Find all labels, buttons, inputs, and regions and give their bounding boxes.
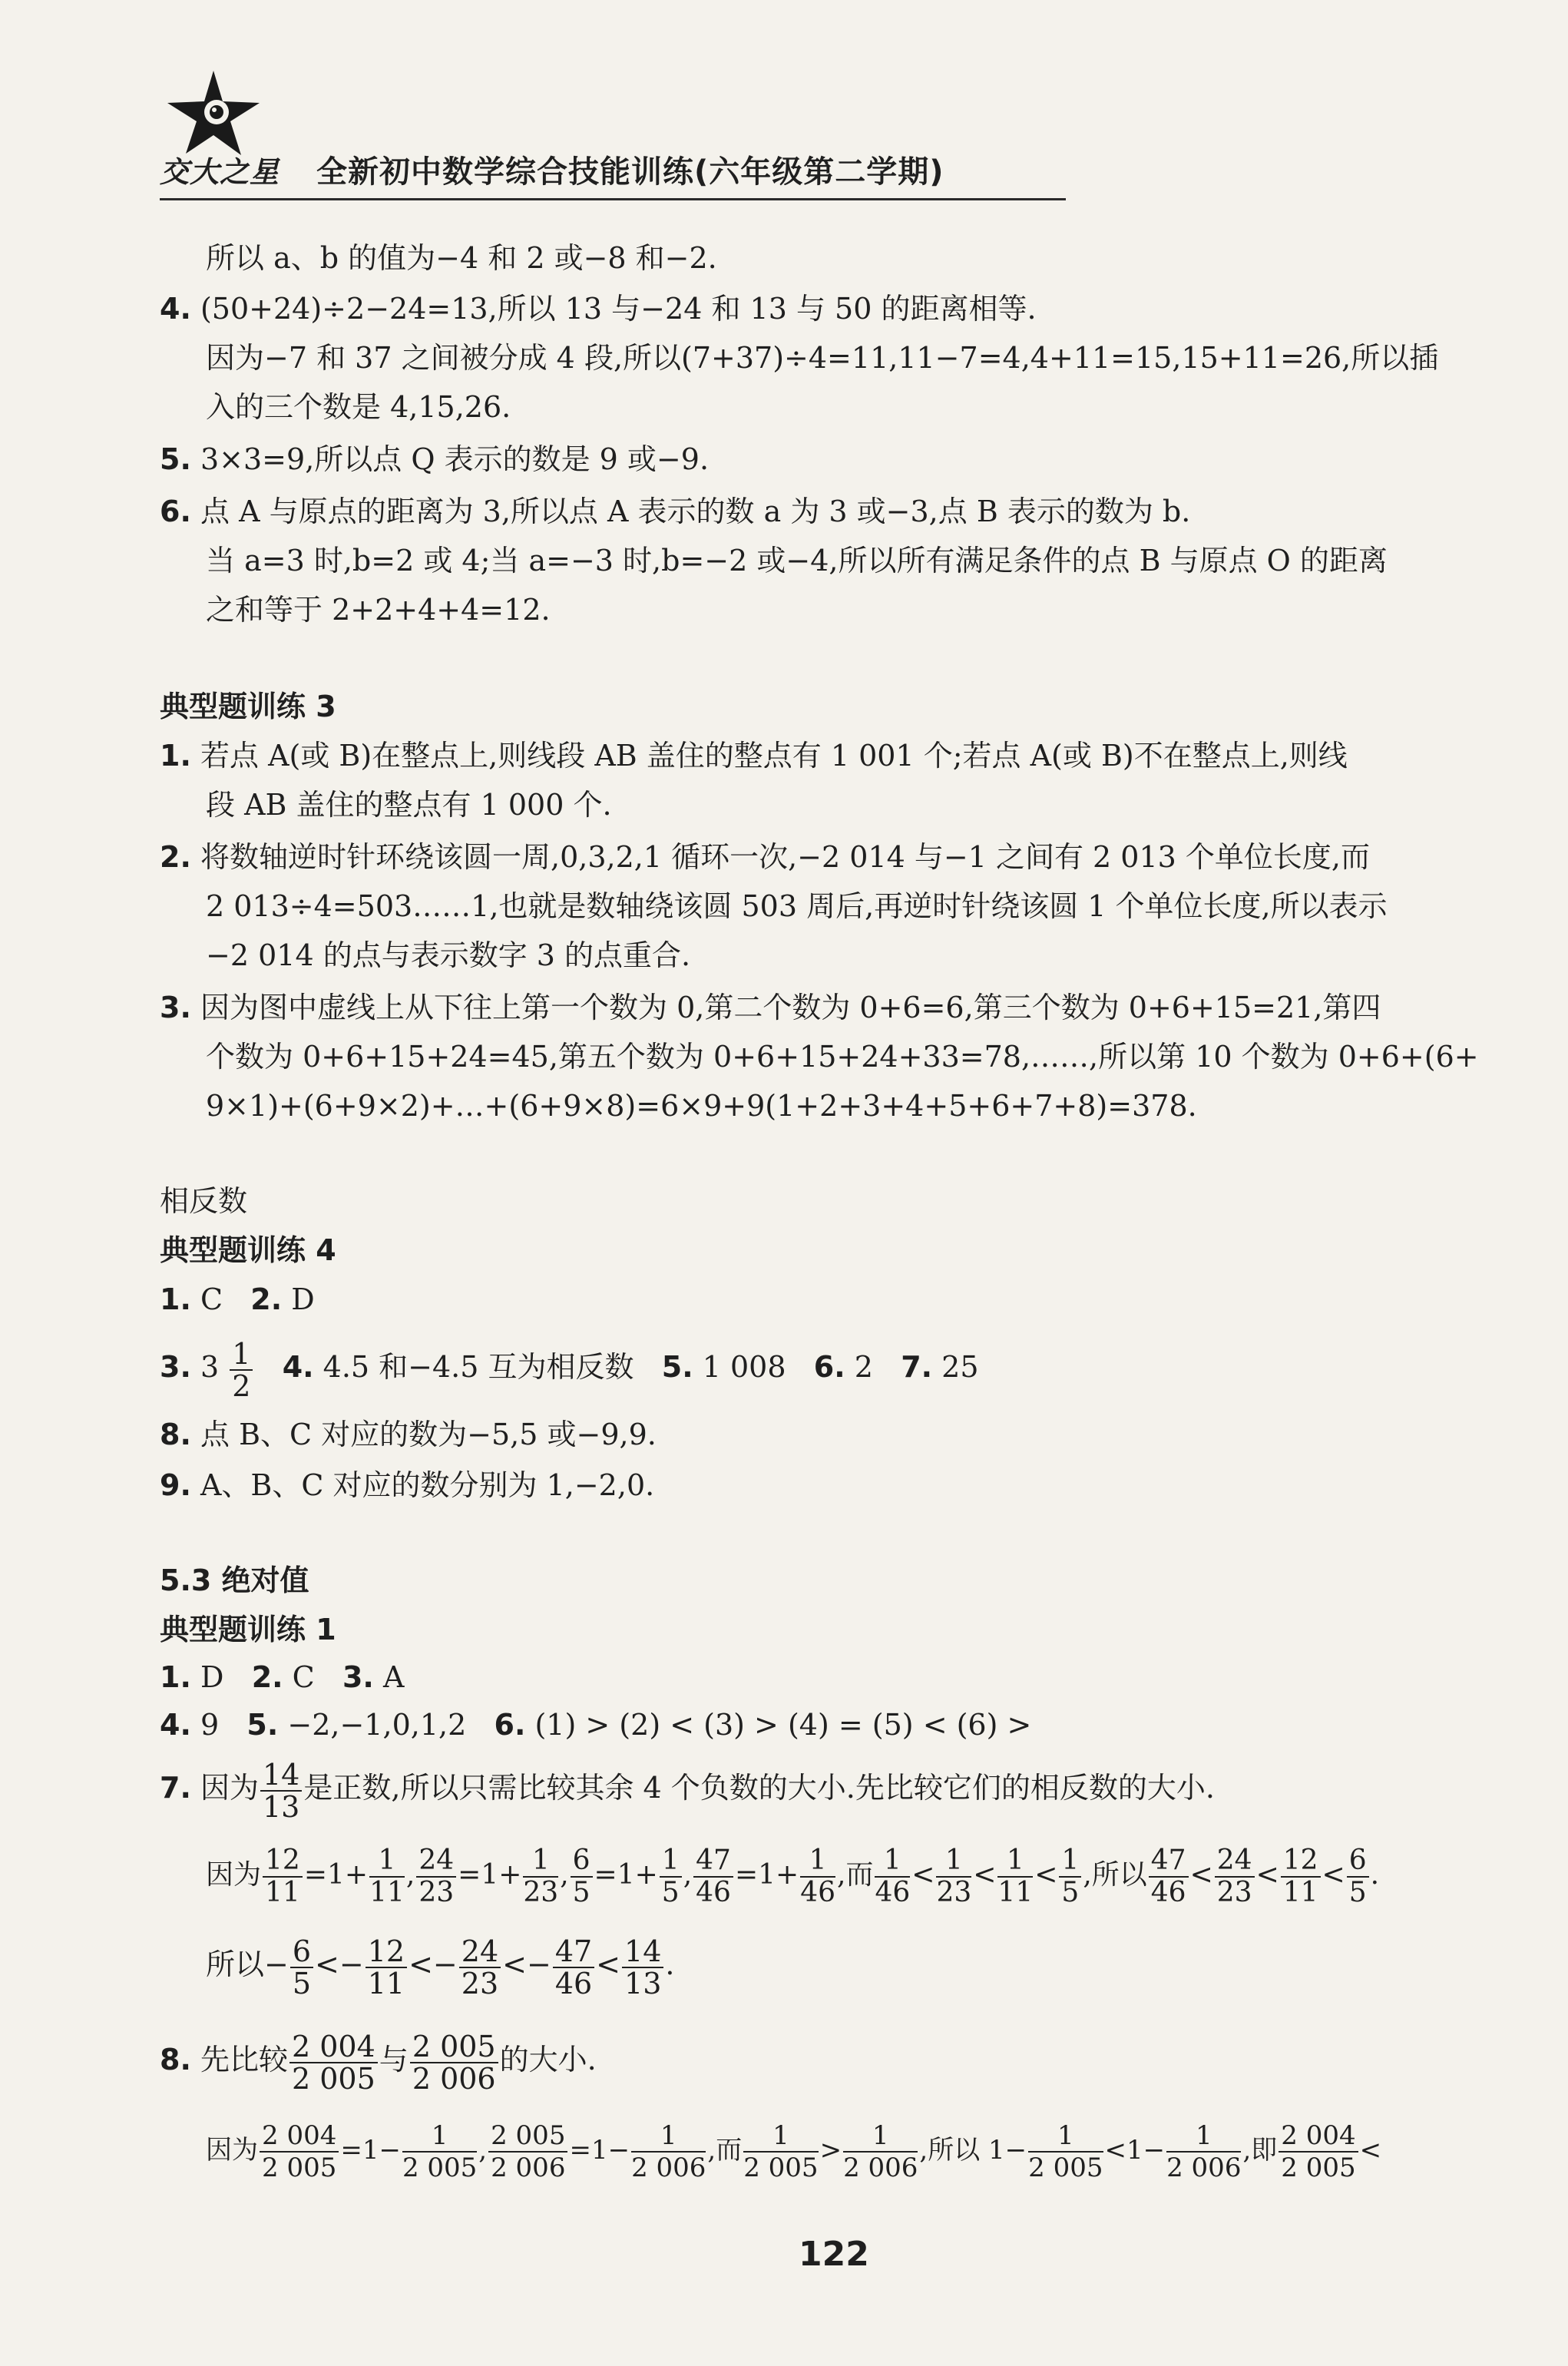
answer: −2,−1,0,1,2 xyxy=(278,1708,467,1742)
text: ,所以 xyxy=(1083,1859,1147,1891)
question-number: 7. xyxy=(160,1771,191,1805)
answer: D xyxy=(190,1660,224,1694)
question-number: 5. xyxy=(160,442,191,476)
numerator: 1 xyxy=(800,1845,835,1878)
text-line: 若点 A(或 B)在整点上,则线段 AB 盖住的整点有 1 001 个;若点 A(或 B)不在整点上,则线 xyxy=(200,739,1348,773)
header-divider xyxy=(160,198,1066,200)
question-number: 8. xyxy=(160,2043,191,2076)
text-line: (50+24)÷2−24=13,所以 13 与−24 和 13 与 50 的距离相等. xyxy=(200,292,1037,326)
denominator: 2 005 xyxy=(1028,2153,1103,2183)
text-line xyxy=(206,1932,674,1999)
denominator: 11 xyxy=(1282,1877,1318,1908)
numerator: 1 xyxy=(631,2120,706,2153)
text: 因为 xyxy=(200,1771,259,1805)
numerator: 12 xyxy=(1281,1845,1321,1878)
denominator: 5 xyxy=(572,1877,590,1908)
question-number: 1. xyxy=(160,1660,191,1694)
fraction xyxy=(843,2120,918,2183)
text-line: 2 013÷4=503……1,也就是数轴绕该圆 503 周后,再逆时针绕该圆 1 个单位长度,所以表示 xyxy=(206,889,1388,923)
fraction xyxy=(1149,1845,1189,1908)
text: ,所以 1− xyxy=(919,2135,1027,2166)
question-number: 1. xyxy=(160,1282,191,1316)
question-6 xyxy=(160,493,1190,530)
answer: 1 008 xyxy=(693,1350,786,1384)
text: , xyxy=(560,1859,569,1891)
fraction xyxy=(553,1936,594,1999)
question-4 xyxy=(160,290,1037,327)
numerator: 1 xyxy=(997,1845,1033,1878)
question-1 xyxy=(160,737,1348,774)
text-line: 所以 a、b 的值为−4 和 2 或−8 和−2. xyxy=(206,241,717,275)
question-number: 6. xyxy=(160,495,191,528)
text: . xyxy=(665,1947,675,1981)
numerator: 14 xyxy=(260,1759,302,1792)
text-line xyxy=(206,2118,1381,2183)
denominator: 2 006 xyxy=(412,2061,496,2096)
book-title: 全新初中数学综合技能训练(六年级第二学期) xyxy=(316,154,944,190)
text: < xyxy=(1189,1859,1213,1891)
numerator: 2 004 xyxy=(289,2031,378,2063)
answer-row xyxy=(160,1335,979,1401)
fraction xyxy=(410,2031,498,2094)
question-number: 3. xyxy=(160,1350,191,1384)
fraction xyxy=(1059,1845,1081,1908)
section-heading: 典型题训练 4 xyxy=(160,1233,336,1267)
denominator: 2 005 xyxy=(743,2153,819,2183)
question-number: 7. xyxy=(901,1350,933,1384)
text: < xyxy=(911,1859,935,1891)
answer: 3 xyxy=(190,1350,220,1384)
fraction xyxy=(1281,1845,1321,1908)
numerator: 6 xyxy=(571,1845,593,1878)
text: < xyxy=(1255,1859,1279,1891)
answer-row xyxy=(160,1281,315,1318)
denominator: 46 xyxy=(554,1966,593,2000)
question-number: 9. xyxy=(160,1468,191,1502)
fraction xyxy=(1166,2120,1241,2183)
denominator: 11 xyxy=(265,1877,300,1908)
fraction xyxy=(875,1845,910,1908)
question-3 xyxy=(160,989,1381,1026)
text: < xyxy=(596,1947,621,1981)
answer: 2 xyxy=(845,1350,873,1384)
numerator: 12 xyxy=(263,1845,303,1878)
text: < xyxy=(1034,1859,1058,1891)
denominator: 5 xyxy=(1061,1877,1080,1908)
question-number: 3. xyxy=(160,991,191,1024)
fraction xyxy=(260,2120,339,2183)
answer: A xyxy=(373,1660,405,1694)
fraction xyxy=(366,1936,407,1999)
fraction xyxy=(488,2120,567,2183)
denominator: 2 006 xyxy=(631,2153,706,2183)
denominator: 2 006 xyxy=(843,2153,918,2183)
denominator: 2 005 xyxy=(402,2153,478,2183)
text: =1− xyxy=(340,2135,401,2166)
text-line: A、B、C 对应的数分别为 1,−2,0. xyxy=(200,1468,655,1502)
question-number: 4. xyxy=(282,1350,314,1384)
text: < xyxy=(1322,1859,1345,1891)
denominator: 13 xyxy=(624,1966,662,2000)
answer: D xyxy=(282,1282,315,1316)
fraction xyxy=(693,1845,733,1908)
text: 因为 xyxy=(206,2135,258,2166)
numerator: 47 xyxy=(553,1936,594,1968)
fraction xyxy=(1279,2120,1358,2183)
fraction xyxy=(263,1845,303,1908)
text-line: 将数轴逆时针环绕该圆一周,0,3,2,1 循环一次,−2 014 与−1 之间有 2 013 个单位长度,而 xyxy=(200,840,1370,874)
numerator: 14 xyxy=(622,1936,663,1968)
denominator: 11 xyxy=(367,1966,405,2000)
numerator: 1 xyxy=(402,2120,477,2153)
question-number: 5. xyxy=(661,1350,693,1384)
denominator: 23 xyxy=(936,1877,972,1908)
denominator: 13 xyxy=(263,1789,300,1824)
brand-name: 交大之星 xyxy=(160,155,280,189)
fraction xyxy=(1215,1845,1255,1908)
page-number: 122 xyxy=(799,2235,869,2274)
text: 是正数,所以只需比较其余 4 个负数的大小.先比较它们的相反数的大小. xyxy=(303,1771,1215,1805)
numerator: 6 xyxy=(290,1936,313,1968)
answer-row xyxy=(160,1659,404,1696)
denominator: 5 xyxy=(1348,1877,1367,1908)
answer: 25 xyxy=(932,1350,979,1384)
text: , xyxy=(478,2135,488,2166)
question-number: 1. xyxy=(160,739,191,773)
question-8 xyxy=(160,2027,597,2094)
denominator: 2 006 xyxy=(491,2153,566,2183)
text: =1+ xyxy=(458,1859,522,1891)
fraction xyxy=(936,1845,971,1908)
question-number: 2. xyxy=(250,1282,283,1316)
denominator: 46 xyxy=(696,1877,731,1908)
answer: 4.5 和−4.5 互为相反数 xyxy=(313,1350,634,1384)
section-heading: 典型题训练 3 xyxy=(160,690,336,723)
denominator: 46 xyxy=(800,1877,835,1908)
numerator: 1 xyxy=(936,1845,971,1878)
numerator: 2 005 xyxy=(410,2031,498,2063)
numerator: 1 xyxy=(1028,2120,1103,2153)
numerator: 6 xyxy=(1347,1845,1369,1878)
denominator: 46 xyxy=(875,1877,911,1908)
fraction xyxy=(523,1845,558,1908)
text: < xyxy=(1359,2135,1382,2166)
numerator: 1 xyxy=(523,1845,558,1878)
denominator: 23 xyxy=(461,1966,499,2000)
text-line: 9×1)+(6+9×2)+…+(6+9×8)=6×9+9(1+2+3+4+5+6+7+8)=378. xyxy=(206,1089,1197,1123)
numerator: 2 004 xyxy=(1279,2120,1358,2153)
text: <− xyxy=(502,1947,551,1981)
numerator: 1 xyxy=(875,1845,910,1878)
numerator: 1 xyxy=(843,2120,918,2153)
denominator: 11 xyxy=(997,1877,1034,1908)
text-line: −2 014 的点与表示数字 3 的点重合. xyxy=(206,938,691,972)
text-line: 因为图中虚线上从下往上第一个数为 0,第二个数为 0+6=6,第三个数为 0+6+15=21,第四 xyxy=(200,991,1381,1024)
numerator: 1 xyxy=(230,1339,253,1371)
numerator: 47 xyxy=(1149,1845,1189,1878)
numerator: 1 xyxy=(1166,2120,1241,2153)
text-line: 之和等于 2+2+4+4=12. xyxy=(206,593,551,627)
fraction xyxy=(290,1936,313,1999)
answer: C xyxy=(283,1660,315,1694)
answer: 9 xyxy=(190,1708,220,1742)
denominator: 5 xyxy=(292,1966,312,2000)
denominator: 11 xyxy=(369,1877,405,1908)
question-number: 6. xyxy=(813,1350,845,1384)
answer: C xyxy=(190,1282,223,1316)
numerator: 24 xyxy=(1215,1845,1255,1878)
question-number: 2. xyxy=(160,840,191,874)
question-5 xyxy=(160,441,709,478)
section-title: 相反数 xyxy=(160,1184,248,1218)
denominator: 2 005 xyxy=(292,2061,375,2096)
text: <− xyxy=(315,1947,364,1981)
text: , xyxy=(405,1859,415,1891)
question-9 xyxy=(160,1467,654,1504)
fraction xyxy=(459,1936,501,1999)
denominator: 2 xyxy=(232,1368,251,1403)
question-number: 5. xyxy=(246,1708,279,1742)
text: =1+ xyxy=(594,1859,658,1891)
fraction xyxy=(622,1936,663,1999)
question-number: 2. xyxy=(251,1660,283,1694)
question-number: 8. xyxy=(160,1418,191,1451)
text-line xyxy=(206,1843,1379,1908)
text: ,而 xyxy=(707,2135,743,2166)
numerator: 1 xyxy=(743,2120,818,2153)
numerator: 2 004 xyxy=(260,2120,339,2153)
fraction xyxy=(416,1845,456,1908)
text: . xyxy=(1370,1859,1380,1891)
numerator: 1 xyxy=(660,1845,682,1878)
text: ,而 xyxy=(837,1859,874,1891)
section-title: 5.3 绝对值 xyxy=(160,1564,309,1597)
denominator: 23 xyxy=(1216,1877,1252,1908)
text: <1− xyxy=(1104,2135,1166,2166)
text-line: 点 A 与原点的距离为 3,所以点 A 表示的数 a 为 3 或−3,点 B 表示的数为 b. xyxy=(200,495,1191,528)
numerator: 1 xyxy=(369,1845,405,1878)
text: > xyxy=(819,2135,842,2166)
question-8 xyxy=(160,1416,657,1453)
text: ,即 xyxy=(1242,2135,1278,2166)
text-line: 段 AB 盖住的整点有 1 000 个. xyxy=(206,788,612,822)
fraction xyxy=(743,2120,818,2183)
text: =1+ xyxy=(303,1859,369,1891)
text-line: 当 a=3 时,b=2 或 4;当 a=−3 时,b=−2 或−4,所以所有满足条件的点 B 与原点 O 的距离 xyxy=(206,544,1388,577)
numerator: 2 005 xyxy=(488,2120,567,2153)
numerator: 47 xyxy=(693,1845,733,1878)
question-2 xyxy=(160,839,1370,875)
fraction xyxy=(289,2031,378,2094)
text: 因为 xyxy=(206,1859,262,1891)
denominator: 5 xyxy=(661,1877,680,1908)
question-number: 3. xyxy=(342,1660,374,1694)
fraction xyxy=(660,1845,682,1908)
text: =1− xyxy=(569,2135,630,2166)
denominator: 2 005 xyxy=(262,2153,337,2183)
denominator: 46 xyxy=(1150,1877,1186,1908)
denominator: 2 006 xyxy=(1166,2153,1242,2183)
denominator: 23 xyxy=(418,1877,455,1908)
question-number: 4. xyxy=(160,292,191,326)
text: 的大小. xyxy=(499,2043,597,2076)
text-line: 点 B、C 对应的数为−5,5 或−9,9. xyxy=(200,1418,657,1451)
text: 所以− xyxy=(206,1947,289,1981)
text: 与 xyxy=(379,2043,409,2076)
fraction xyxy=(571,1845,593,1908)
text-line: 个数为 0+6+15+24=45,第五个数为 0+6+15+24+33=78,……,所以第 10 个数为 0+6+(6+ xyxy=(206,1040,1479,1074)
answer: (1) > (2) < (3) > (4) = (5) < (6) > xyxy=(525,1708,1032,1742)
text-line: 3×3=9,所以点 Q 表示的数是 9 或−9. xyxy=(200,442,710,476)
text: =1+ xyxy=(734,1859,799,1891)
numerator: 12 xyxy=(366,1936,407,1968)
fraction xyxy=(402,2120,477,2183)
numerator: 24 xyxy=(416,1845,456,1878)
text-line: 入的三个数是 4,15,26. xyxy=(206,390,511,424)
text: <− xyxy=(409,1947,458,1981)
fraction xyxy=(997,1845,1033,1908)
fraction xyxy=(260,1759,302,1822)
question-7 xyxy=(160,1755,1215,1822)
fraction xyxy=(631,2120,706,2183)
denominator: 2 005 xyxy=(1281,2153,1356,2183)
question-number: 6. xyxy=(494,1708,526,1742)
fraction xyxy=(1028,2120,1103,2183)
fraction xyxy=(369,1845,405,1908)
text: < xyxy=(973,1859,997,1891)
section-heading: 典型题训练 1 xyxy=(160,1613,336,1646)
text-line: 因为−7 和 37 之间被分成 4 段,所以(7+37)÷4=11,11−7=4,4+11=15,15+11=26,所以插 xyxy=(206,341,1439,375)
text: , xyxy=(683,1859,693,1891)
question-number: 4. xyxy=(160,1708,191,1742)
fraction xyxy=(800,1845,835,1908)
answer-row xyxy=(160,1706,1031,1743)
numerator: 1 xyxy=(1059,1845,1081,1878)
header-title xyxy=(160,147,944,191)
text: 先比较 xyxy=(200,2043,288,2076)
denominator: 23 xyxy=(523,1877,559,1908)
fraction xyxy=(1347,1845,1369,1908)
fraction xyxy=(230,1336,253,1403)
numerator: 24 xyxy=(459,1936,501,1968)
